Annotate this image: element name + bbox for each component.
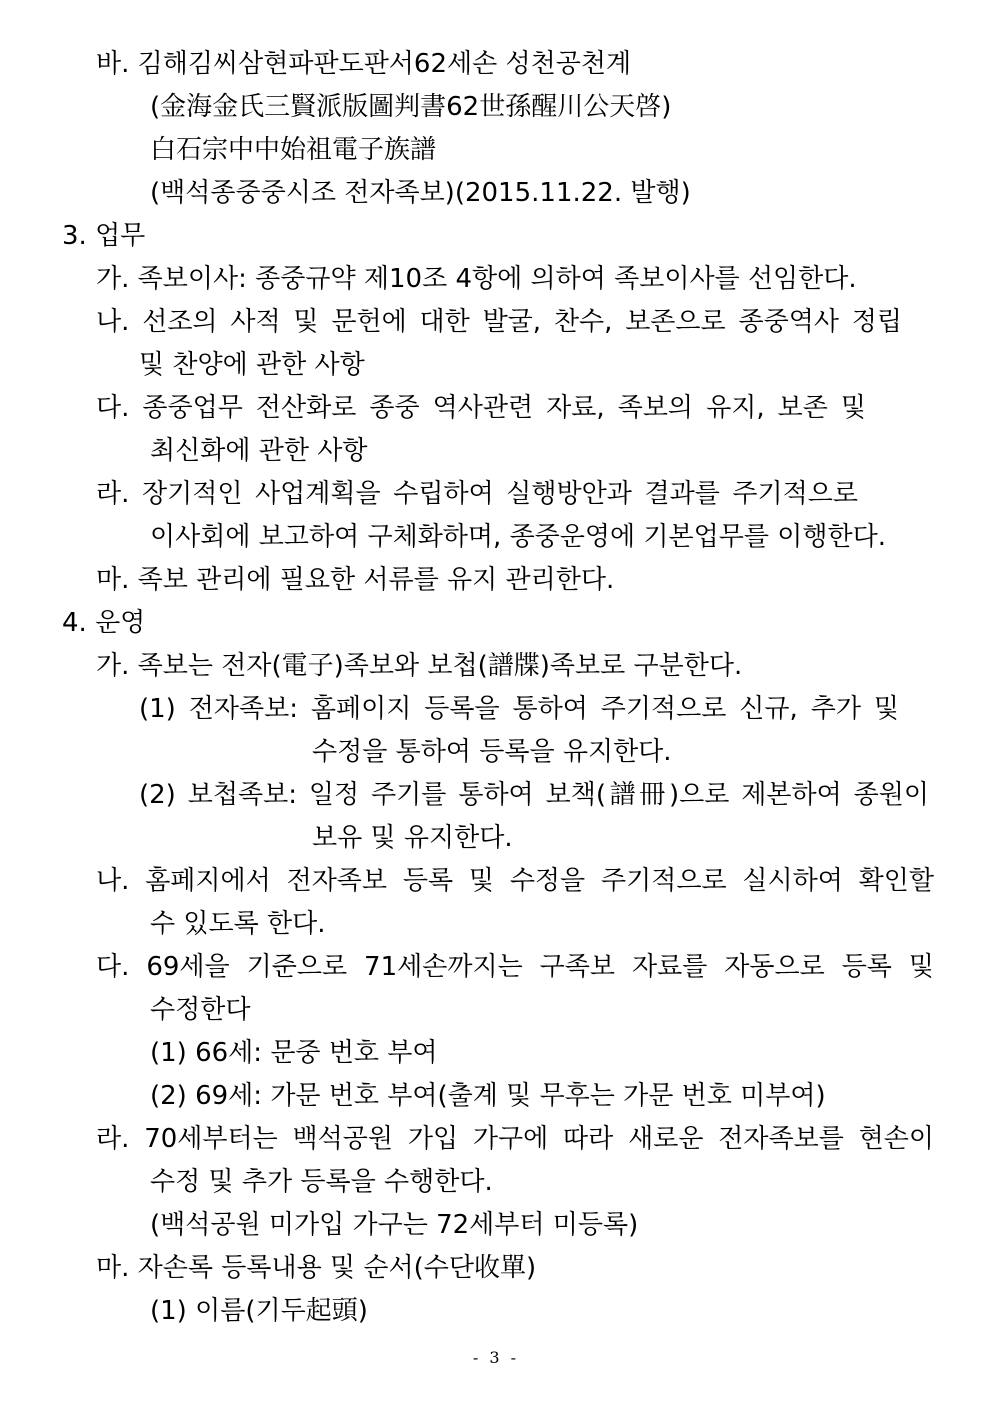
item-3-ra-cont: 이사회에 보고하여 구체화하며, 종중운영에 기본업무를 이행한다. <box>150 522 886 552</box>
item-3-ma: 마. 족보 관리에 필요한 서류를 유지 관리한다. <box>96 565 615 595</box>
section-ba-title: 바. 김해김씨삼현파판도판서62세손 성천공천계 <box>96 49 632 79</box>
item-3-ra: 라. 장기적인 사업계획을 수립하여 실행방안과 결과를 주기적으로 <box>96 479 858 509</box>
item-4-da: 다. 69세을 기준으로 71세손까지는 구족보 자료를 자동으로 등록 및 <box>96 952 934 982</box>
item-4-ga-1: (1) 전자족보: 홈페이지 등록을 통하여 주기적으로 신규, 추가 및 <box>139 694 899 724</box>
item-4-na-cont: 수 있도록 한다. <box>150 909 326 939</box>
item-4-ma-1: (1) 이름(기두起頭) <box>150 1296 368 1326</box>
item-4-ra: 라. 70세부터는 백석공원 가입 가구에 따라 새로운 전자족보를 현손이 <box>96 1124 934 1154</box>
section-ba-hanja-subtitle: 白石宗中中始祖電子族譜 <box>150 135 437 165</box>
item-4-ga-2-cont: 보유 및 유지한다. <box>312 823 513 853</box>
item-4-da-2: (2) 69세: 가문 번호 부여(출계 및 무후는 가문 번호 미부여) <box>150 1081 826 1111</box>
section-ba-subtitle: (백석종중중시조 전자족보)(2015.11.22. 발행) <box>150 178 691 208</box>
heading-3: 3. 업무 <box>62 221 146 251</box>
item-4-ga: 가. 족보는 전자(電子)족보와 보첩(譜牒)족보로 구분한다. <box>96 651 743 681</box>
item-3-na-cont: 및 찬양에 관한 사항 <box>139 350 365 380</box>
item-4-ra-cont: 수정 및 추가 등록을 수행한다. <box>150 1167 493 1197</box>
item-4-da-1: (1) 66세: 문중 번호 부여 <box>150 1038 438 1068</box>
item-4-na: 나. 홈페지에서 전자족보 등록 및 수정을 주기적으로 실시하여 확인할 <box>96 866 934 896</box>
heading-4: 4. 운영 <box>62 608 146 638</box>
item-3-da: 다. 종중업무 전산화로 종중 역사관련 자료, 족보의 유지, 보존 및 <box>96 393 866 423</box>
item-4-ga-2: (2) 보첩족보: 일정 주기를 통하여 보책(譜冊)으로 제본하여 종원이 <box>139 780 929 810</box>
item-3-na: 나. 선조의 사적 및 문헌에 대한 발굴, 찬수, 보존으로 종중역사 정립 <box>96 307 902 337</box>
item-4-ga-1-cont: 수정을 통하여 등록을 유지한다. <box>312 737 672 767</box>
page-number: - 3 - <box>472 1348 520 1367</box>
item-4-ra-note: (백석공원 미가입 가구는 72세부터 미등록) <box>150 1210 639 1240</box>
item-3-ga: 가. 족보이사: 종중규약 제10조 4항에 의하여 족보이사를 선임한다. <box>96 264 857 294</box>
item-4-ma: 마. 자손록 등록내용 및 순서(수단收單) <box>96 1253 537 1283</box>
item-3-da-cont: 최신화에 관한 사항 <box>150 436 368 466</box>
item-4-da-cont: 수정한다 <box>150 995 251 1025</box>
section-ba-hanja-title: (金海金氏三賢派版圖判書62世孫醒川公天啓) <box>150 92 672 122</box>
